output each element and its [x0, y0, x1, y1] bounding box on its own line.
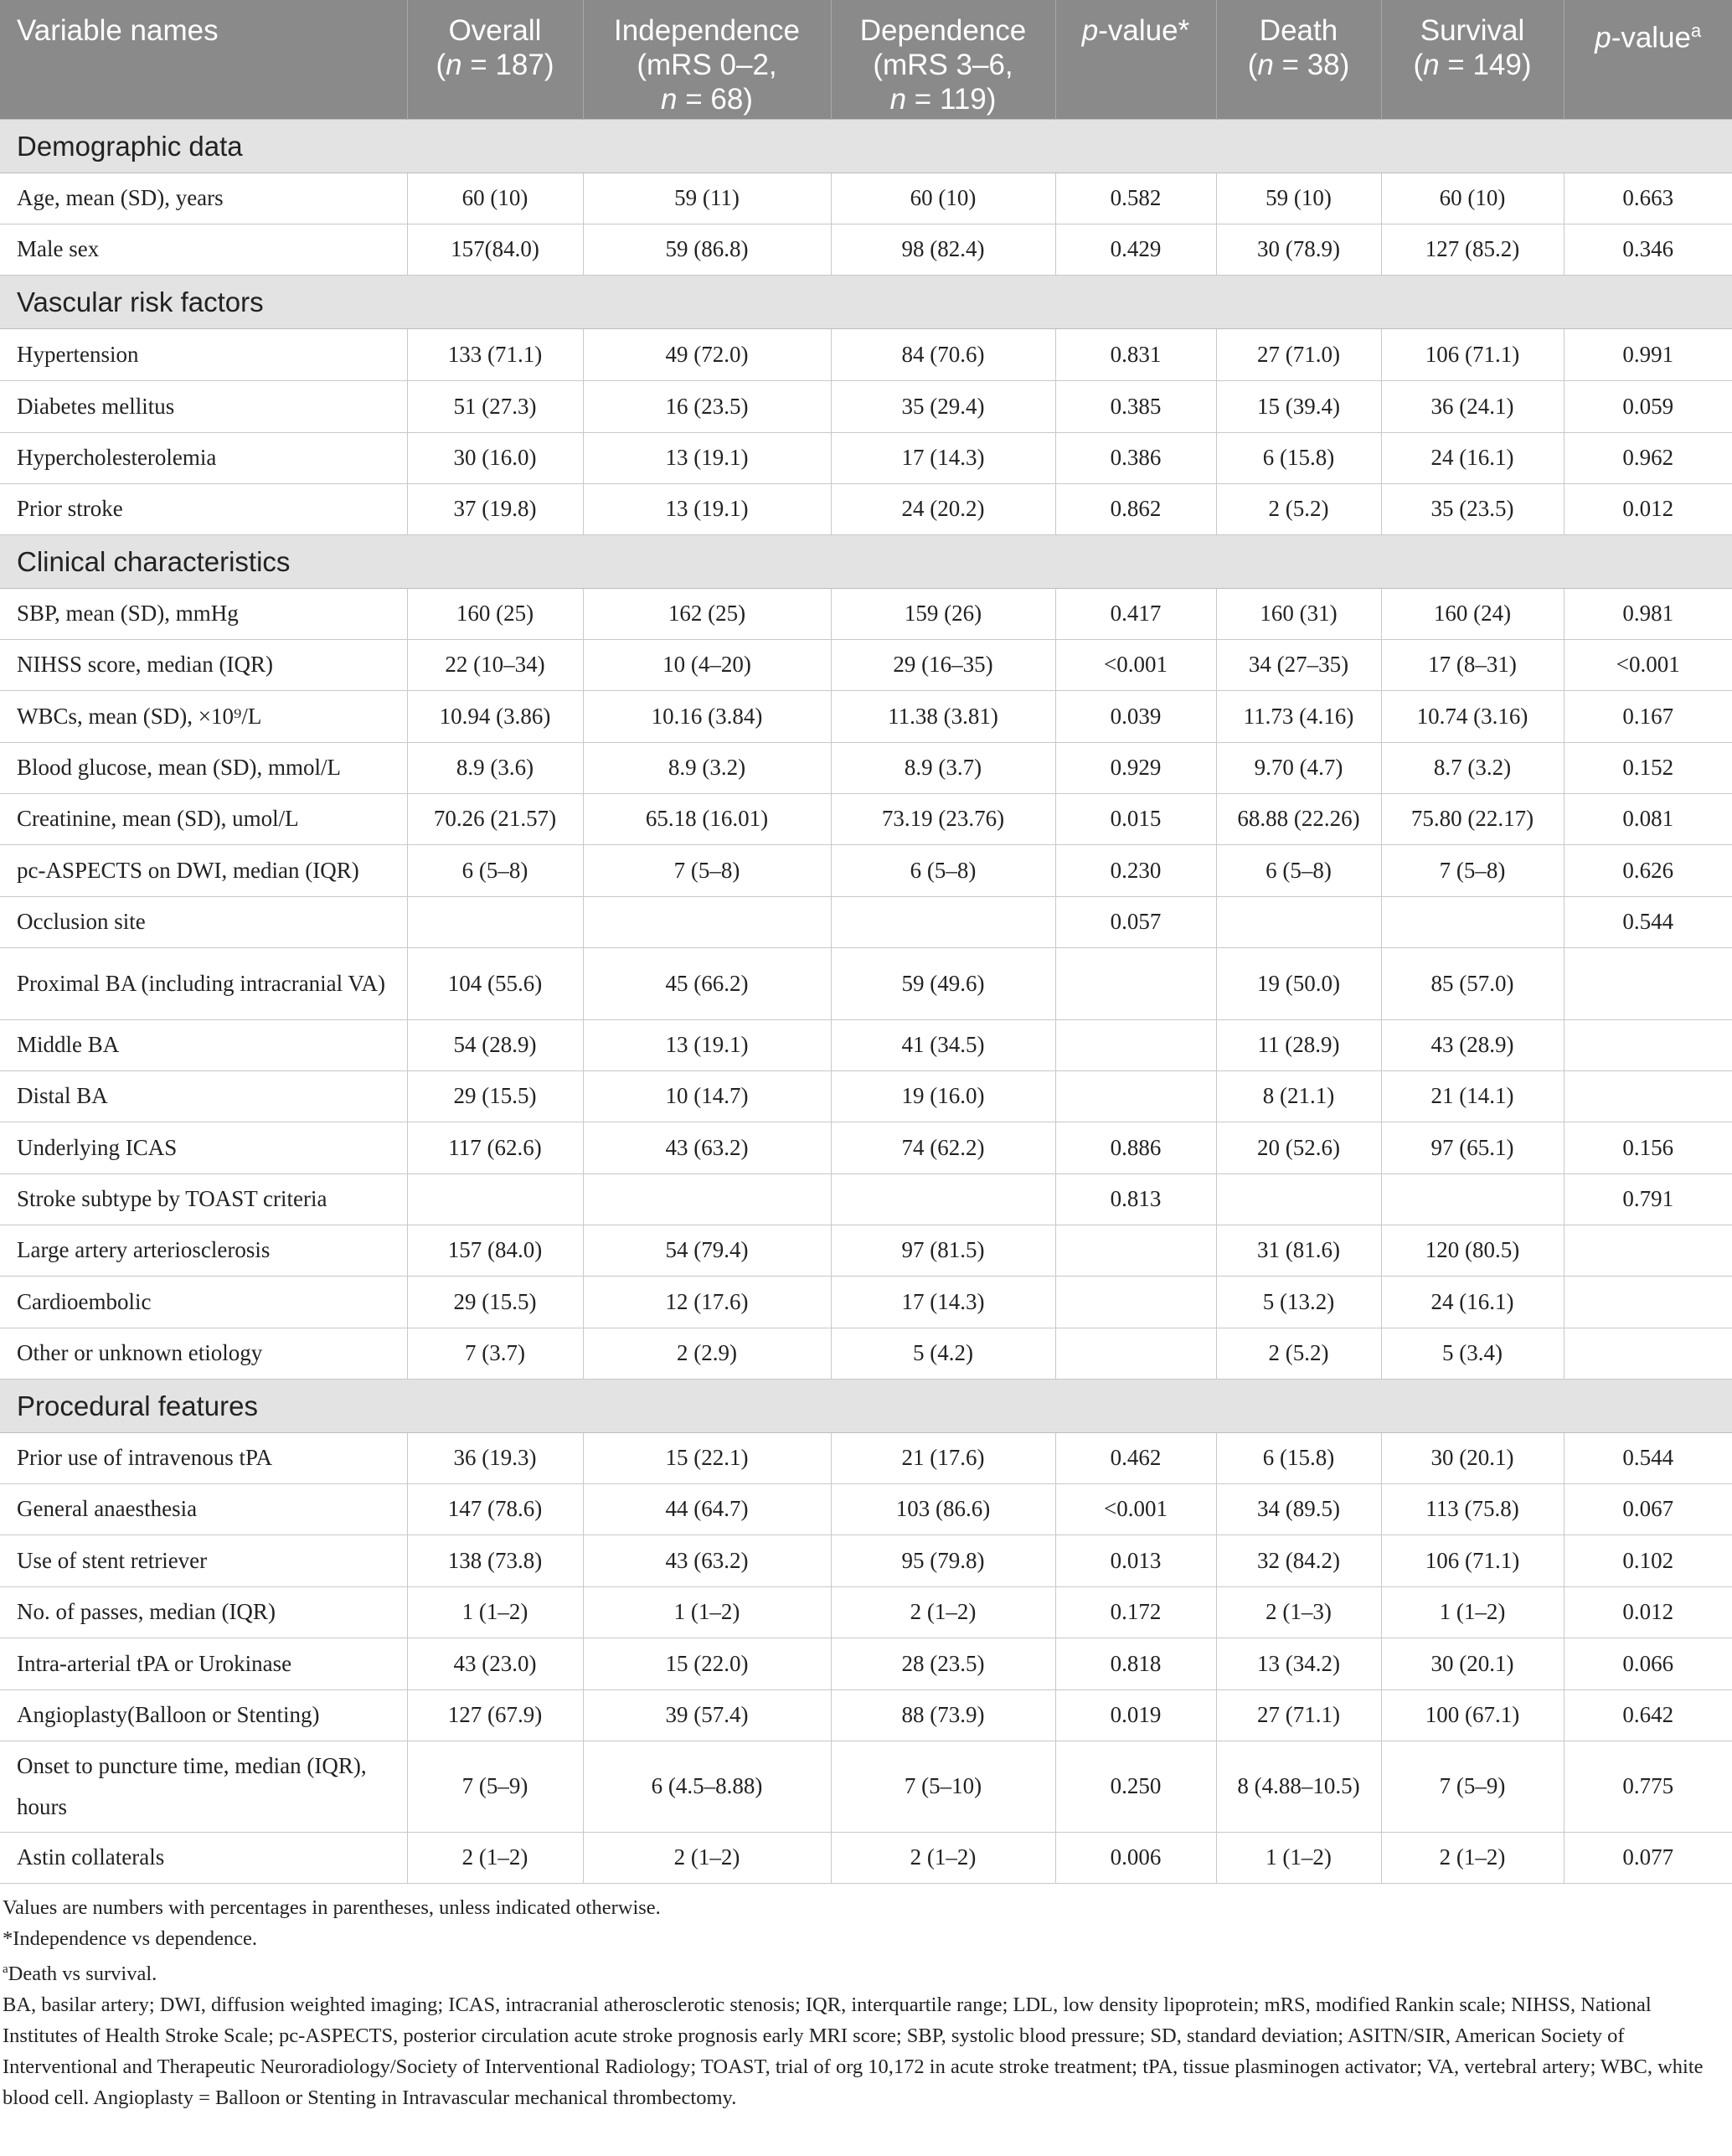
cell-overall: 29 (15.5) [407, 1070, 583, 1122]
section-row [0, 534, 1732, 588]
cell-p-value-death [1564, 1019, 1732, 1070]
cell-p-value-independence: 0.039 [1055, 690, 1216, 742]
cell-independence: 16 (23.5) [583, 380, 831, 432]
cell-death: 15 (39.4) [1216, 380, 1381, 432]
cell-overall: 1 (1–2) [407, 1586, 583, 1638]
cell-independence: 59 (86.8) [583, 224, 831, 275]
row-label: Distal BA [0, 1070, 407, 1122]
cell-p-value-independence: 0.013 [1055, 1534, 1216, 1586]
cell-survival: 160 (24) [1381, 588, 1564, 639]
cell-p-value-independence: 0.462 [1055, 1432, 1216, 1483]
cell-p-value-independence: 0.019 [1055, 1689, 1216, 1741]
table-row [0, 588, 1732, 639]
cell-p-value-death: 0.642 [1564, 1689, 1732, 1741]
footnote-abbreviations: BA, basilar artery; DWI, diffusion weighted imaging; ICAS, intracranial atherosclerotic stenosis; IQR, interquartile range; LDL, low density lipoprotein; mRS, modified Rankin scale; NIHSS, National Institutes of Health Stroke Scale; pc-ASPECTS, posterior circulation acute stroke prognosis early MRI score; SBP, systolic blood pressure; SD, standard deviation; ASITN/SIR, American Society of Interventional and Therapeutic Neuroradiology/Society of Interventional Radiology; TOAST, trial of org 10,172 in acute stroke treatment; tPA, tissue plasminogen activator; VA, vertebral artery; WBC, white blood cell. Angioplasty = Balloon or Stenting in Intravascular mechanical thrombectomy. [3, 1993, 1704, 2109]
cell-independence: 7 (5–8) [583, 844, 831, 896]
cell-p-value-death: 0.791 [1564, 1173, 1732, 1225]
cell-p-value-independence: 0.818 [1055, 1638, 1216, 1689]
cell-independence: 10 (14.7) [583, 1070, 831, 1122]
cell-independence: 10 (4–20) [583, 639, 831, 690]
row-label: SBP, mean (SD), mmHg [0, 588, 407, 639]
row-label: Blood glucose, mean (SD), mmol/L [0, 742, 407, 793]
cell-dependence: 19 (16.0) [831, 1070, 1055, 1122]
row-label: Hypertension [0, 328, 407, 380]
cell-p-value-independence: 0.006 [1055, 1832, 1216, 1883]
row-label: Underlying ICAS [0, 1122, 407, 1173]
cell-survival: 97 (65.1) [1381, 1122, 1564, 1173]
cell-p-value-independence: 0.886 [1055, 1122, 1216, 1173]
cell-death: 8 (21.1) [1216, 1070, 1381, 1122]
row-label: Age, mean (SD), years [0, 173, 407, 224]
cell-independence: 44 (64.7) [583, 1483, 831, 1534]
table-row [0, 1432, 1732, 1483]
cell-survival: 60 (10) [1381, 173, 1564, 224]
table-body [0, 119, 1732, 1883]
cell-p-value-death: 0.012 [1564, 1586, 1732, 1638]
table-row [0, 328, 1732, 380]
table-row [0, 1741, 1732, 1832]
cell-survival: 7 (5–8) [1381, 844, 1564, 896]
row-label: Proximal BA (including intracranial VA) [0, 947, 407, 1019]
table-row [0, 1832, 1732, 1883]
cell-survival: 127 (85.2) [1381, 224, 1564, 275]
cell-p-value-death: 0.067 [1564, 1483, 1732, 1534]
cell-overall: 138 (73.8) [407, 1534, 583, 1586]
cell-p-value-death: 0.991 [1564, 328, 1732, 380]
cell-dependence: 103 (86.6) [831, 1483, 1055, 1534]
cell-overall: 2 (1–2) [407, 1832, 583, 1883]
cell-overall: 60 (10) [407, 173, 583, 224]
table-header [0, 0, 1732, 119]
cell-overall: 8.9 (3.6) [407, 742, 583, 793]
cell-p-value-independence: <0.001 [1055, 639, 1216, 690]
cell-independence: 59 (11) [583, 173, 831, 224]
cell-death: 6 (15.8) [1216, 432, 1381, 483]
section-row [0, 1379, 1732, 1432]
cell-p-value-independence: 0.831 [1055, 328, 1216, 380]
table-row [0, 1019, 1732, 1070]
cell-overall: 43 (23.0) [407, 1638, 583, 1689]
cell-overall: 7 (3.7) [407, 1328, 583, 1379]
cell-survival [1381, 1173, 1564, 1225]
cell-dependence: 11.38 (3.81) [831, 690, 1055, 742]
cell-overall: 6 (5–8) [407, 844, 583, 896]
cell-p-value-death: 0.059 [1564, 380, 1732, 432]
row-label: Stroke subtype by TOAST criteria [0, 1173, 407, 1225]
cell-independence: 13 (19.1) [583, 432, 831, 483]
cell-dependence: 17 (14.3) [831, 432, 1055, 483]
row-label: NIHSS score, median (IQR) [0, 639, 407, 690]
cell-overall: 30 (16.0) [407, 432, 583, 483]
cell-overall: 36 (19.3) [407, 1432, 583, 1483]
table-row [0, 1225, 1732, 1276]
cell-p-value-death: 0.102 [1564, 1534, 1732, 1586]
cell-dependence: 29 (16–35) [831, 639, 1055, 690]
row-label: Middle BA [0, 1019, 407, 1070]
cell-death: 9.70 (4.7) [1216, 742, 1381, 793]
header-p-value-independence: p-value* [1055, 0, 1216, 119]
cell-survival: 10.74 (3.16) [1381, 690, 1564, 742]
table-row [0, 380, 1732, 432]
table-row [0, 1328, 1732, 1379]
cell-p-value-independence: 0.386 [1055, 432, 1216, 483]
cell-p-value-death [1564, 947, 1732, 1019]
cell-overall: 133 (71.1) [407, 328, 583, 380]
cell-independence: 8.9 (3.2) [583, 742, 831, 793]
cell-independence: 13 (19.1) [583, 483, 831, 534]
row-label: Occlusion site [0, 896, 407, 947]
cell-dependence: 8.9 (3.7) [831, 742, 1055, 793]
row-label: Hypercholesterolemia [0, 432, 407, 483]
cell-independence: 43 (63.2) [583, 1122, 831, 1173]
cell-dependence: 17 (14.3) [831, 1276, 1055, 1328]
cell-p-value-independence: 0.057 [1055, 896, 1216, 947]
cell-p-value-death [1564, 1276, 1732, 1328]
footnote-a: $^a$Death vs survival. [3, 1962, 157, 1985]
footnote-star: *Independence vs dependence. [3, 1926, 258, 1950]
table-row [0, 1534, 1732, 1586]
table-row [0, 224, 1732, 275]
table-row [0, 1070, 1732, 1122]
cell-survival: 120 (80.5) [1381, 1225, 1564, 1276]
cell-overall: 51 (27.3) [407, 380, 583, 432]
cell-overall [407, 1173, 583, 1225]
cell-overall [407, 896, 583, 947]
cell-overall: 117 (62.6) [407, 1122, 583, 1173]
cell-p-value-independence: 0.582 [1055, 173, 1216, 224]
cell-p-value-death: 0.544 [1564, 896, 1732, 947]
row-label: Intra-arterial tPA or Urokinase [0, 1638, 407, 1689]
cell-death: 34 (27–35) [1216, 639, 1381, 690]
cell-dependence: 35 (29.4) [831, 380, 1055, 432]
row-label: Large artery arteriosclerosis [0, 1225, 407, 1276]
cell-p-value-independence: 0.417 [1055, 588, 1216, 639]
cell-independence: 162 (25) [583, 588, 831, 639]
cell-p-value-death: 0.081 [1564, 793, 1732, 844]
cell-independence: 49 (72.0) [583, 328, 831, 380]
cell-dependence: 59 (49.6) [831, 947, 1055, 1019]
cell-p-value-death: 0.077 [1564, 1832, 1732, 1883]
cell-independence: 43 (63.2) [583, 1534, 831, 1586]
cell-death: 31 (81.6) [1216, 1225, 1381, 1276]
cell-dependence: 41 (34.5) [831, 1019, 1055, 1070]
cell-independence: 65.18 (16.01) [583, 793, 831, 844]
table-row [0, 483, 1732, 534]
cell-survival: 36 (24.1) [1381, 380, 1564, 432]
table-row [0, 1122, 1732, 1173]
cell-independence: 15 (22.0) [583, 1638, 831, 1689]
cell-death: 8 (4.88–10.5) [1216, 1741, 1381, 1832]
table-row [0, 1276, 1732, 1328]
cell-death [1216, 1173, 1381, 1225]
cell-independence: 1 (1–2) [583, 1586, 831, 1638]
cell-survival: 75.80 (22.17) [1381, 793, 1564, 844]
cell-overall: 160 (25) [407, 588, 583, 639]
cell-overall: 22 (10–34) [407, 639, 583, 690]
footnote-values: Values are numbers with percentages in parentheses, unless indicated otherwise. [3, 1896, 661, 1919]
cell-dependence: 97 (81.5) [831, 1225, 1055, 1276]
section-row [0, 275, 1732, 328]
cell-overall: 104 (55.6) [407, 947, 583, 1019]
table-row [0, 639, 1732, 690]
row-label: Use of stent retriever [0, 1534, 407, 1586]
cell-p-value-death: 0.156 [1564, 1122, 1732, 1173]
cell-death: 6 (15.8) [1216, 1432, 1381, 1483]
row-label: Diabetes mellitus [0, 380, 407, 432]
cell-dependence: 21 (17.6) [831, 1432, 1055, 1483]
cell-p-value-death: 0.346 [1564, 224, 1732, 275]
cell-independence: 39 (57.4) [583, 1689, 831, 1741]
table-row [0, 793, 1732, 844]
table-row [0, 896, 1732, 947]
cell-independence: 10.16 (3.84) [583, 690, 831, 742]
cell-independence: 6 (4.5–8.88) [583, 1741, 831, 1832]
cell-p-value-independence [1055, 1070, 1216, 1122]
table-row [0, 690, 1732, 742]
cell-survival: 17 (8–31) [1381, 639, 1564, 690]
cell-independence: 54 (79.4) [583, 1225, 831, 1276]
cell-independence: 12 (17.6) [583, 1276, 831, 1328]
cell-independence: 2 (1–2) [583, 1832, 831, 1883]
cell-p-value-death: 0.066 [1564, 1638, 1732, 1689]
table-row [0, 1173, 1732, 1225]
cell-survival: 8.7 (3.2) [1381, 742, 1564, 793]
cell-survival: 106 (71.1) [1381, 328, 1564, 380]
row-label: Onset to puncture time, median (IQR), hours [0, 1741, 407, 1832]
cell-overall: 54 (28.9) [407, 1019, 583, 1070]
cell-overall: 10.94 (3.86) [407, 690, 583, 742]
cell-death: 13 (34.2) [1216, 1638, 1381, 1689]
cell-survival: 30 (20.1) [1381, 1638, 1564, 1689]
cell-death: 2 (5.2) [1216, 483, 1381, 534]
cell-overall: 157 (84.0) [407, 1225, 583, 1276]
cell-death: 2 (5.2) [1216, 1328, 1381, 1379]
cell-independence: 15 (22.1) [583, 1432, 831, 1483]
cell-death: 59 (10) [1216, 173, 1381, 224]
cell-survival: 35 (23.5) [1381, 483, 1564, 534]
cell-death: 2 (1–3) [1216, 1586, 1381, 1638]
cell-death: 32 (84.2) [1216, 1534, 1381, 1586]
cell-death: 27 (71.1) [1216, 1689, 1381, 1741]
cell-dependence: 74 (62.2) [831, 1122, 1055, 1173]
cell-p-value-death: 0.167 [1564, 690, 1732, 742]
cell-death: 27 (71.0) [1216, 328, 1381, 380]
table-footnotes [3, 1884, 1728, 2113]
cell-independence: 13 (19.1) [583, 1019, 831, 1070]
cell-overall: 127 (67.9) [407, 1689, 583, 1741]
row-label: Astin collaterals [0, 1832, 407, 1883]
cell-survival: 1 (1–2) [1381, 1586, 1564, 1638]
cell-p-value-independence: 0.172 [1055, 1586, 1216, 1638]
table-row [0, 947, 1732, 1019]
cell-dependence: 28 (23.5) [831, 1638, 1055, 1689]
cell-p-value-independence [1055, 1328, 1216, 1379]
cell-survival [1381, 896, 1564, 947]
cell-dependence: 5 (4.2) [831, 1328, 1055, 1379]
cell-independence [583, 1173, 831, 1225]
cell-dependence: 6 (5–8) [831, 844, 1055, 896]
cell-p-value-death: 0.981 [1564, 588, 1732, 639]
cell-p-value-independence: 0.230 [1055, 844, 1216, 896]
cell-p-value-independence: 0.862 [1055, 483, 1216, 534]
cell-p-value-independence [1055, 947, 1216, 1019]
cell-independence: 45 (66.2) [583, 947, 831, 1019]
cell-dependence: 84 (70.6) [831, 328, 1055, 380]
cell-p-value-death: <0.001 [1564, 639, 1732, 690]
table-row [0, 1638, 1732, 1689]
cell-survival: 106 (71.1) [1381, 1534, 1564, 1586]
cell-death: 30 (78.9) [1216, 224, 1381, 275]
row-label: General anaesthesia [0, 1483, 407, 1534]
cell-overall: 147 (78.6) [407, 1483, 583, 1534]
header-p-value-death: p-value$^a$ [1564, 0, 1732, 119]
header-dependence: Dependence (mRS 3–6, n = 119) [831, 0, 1055, 119]
section-demographic: Demographic data [0, 119, 1732, 173]
table-row [0, 1483, 1732, 1534]
cell-dependence: 73.19 (23.76) [831, 793, 1055, 844]
table-row [0, 844, 1732, 896]
cell-overall: 70.26 (21.57) [407, 793, 583, 844]
cell-death: 160 (31) [1216, 588, 1381, 639]
row-label: Angioplasty(Balloon or Stenting) [0, 1689, 407, 1741]
cell-dependence: 159 (26) [831, 588, 1055, 639]
row-label: Creatinine, mean (SD), umol/L [0, 793, 407, 844]
cell-p-value-death: 0.663 [1564, 173, 1732, 224]
cell-p-value-death [1564, 1225, 1732, 1276]
cell-independence [583, 896, 831, 947]
cell-p-value-independence: 0.250 [1055, 1741, 1216, 1832]
cell-death: 20 (52.6) [1216, 1122, 1381, 1173]
cell-death: 11.73 (4.16) [1216, 690, 1381, 742]
cell-survival: 2 (1–2) [1381, 1832, 1564, 1883]
cell-p-value-independence: 0.015 [1055, 793, 1216, 844]
cell-p-value-independence: 0.929 [1055, 742, 1216, 793]
cell-death: 6 (5–8) [1216, 844, 1381, 896]
row-label: Prior stroke [0, 483, 407, 534]
cell-p-value-death: 0.012 [1564, 483, 1732, 534]
cell-dependence: 2 (1–2) [831, 1586, 1055, 1638]
cell-overall: 37 (19.8) [407, 483, 583, 534]
table-row [0, 1689, 1732, 1741]
cell-p-value-death: 0.775 [1564, 1741, 1732, 1832]
cell-dependence: 24 (20.2) [831, 483, 1055, 534]
cell-p-value-independence: <0.001 [1055, 1483, 1216, 1534]
cell-p-value-death: 0.626 [1564, 844, 1732, 896]
section-row [0, 119, 1732, 173]
cell-overall: 157(84.0) [407, 224, 583, 275]
cell-dependence: 98 (82.4) [831, 224, 1055, 275]
cell-survival: 30 (20.1) [1381, 1432, 1564, 1483]
cell-p-value-death: 0.544 [1564, 1432, 1732, 1483]
section-vascular: Vascular risk factors [0, 275, 1732, 328]
cell-survival: 85 (57.0) [1381, 947, 1564, 1019]
header-survival: Survival (n = 149) [1381, 0, 1564, 119]
header-overall: Overall (n = 187) [407, 0, 583, 119]
cell-survival: 5 (3.4) [1381, 1328, 1564, 1379]
cell-dependence: 7 (5–10) [831, 1741, 1055, 1832]
header-variable-names: Variable names [0, 0, 407, 119]
cell-dependence [831, 896, 1055, 947]
cell-dependence: 60 (10) [831, 173, 1055, 224]
cell-p-value-independence [1055, 1019, 1216, 1070]
cell-death: 11 (28.9) [1216, 1019, 1381, 1070]
cell-p-value-independence: 0.429 [1055, 224, 1216, 275]
cell-survival: 100 (67.1) [1381, 1689, 1564, 1741]
cell-p-value-death: 0.962 [1564, 432, 1732, 483]
row-label: No. of passes, median (IQR) [0, 1586, 407, 1638]
cell-death: 19 (50.0) [1216, 947, 1381, 1019]
section-clinical: Clinical characteristics [0, 534, 1732, 588]
cell-p-value-independence [1055, 1225, 1216, 1276]
cell-survival: 24 (16.1) [1381, 432, 1564, 483]
cell-overall: 7 (5–9) [407, 1741, 583, 1832]
cell-dependence [831, 1173, 1055, 1225]
cell-death: 34 (89.5) [1216, 1483, 1381, 1534]
cell-dependence: 88 (73.9) [831, 1689, 1055, 1741]
cell-survival: 24 (16.1) [1381, 1276, 1564, 1328]
cell-p-value-independence: 0.813 [1055, 1173, 1216, 1225]
cell-death [1216, 896, 1381, 947]
cell-p-value-independence [1055, 1276, 1216, 1328]
section-procedural: Procedural features [0, 1379, 1732, 1432]
header-independence: Independence (mRS 0–2, n = 68) [583, 0, 831, 119]
table-row [0, 742, 1732, 793]
table-row [0, 432, 1732, 483]
row-label: Male sex [0, 224, 407, 275]
row-label: Other or unknown etiology [0, 1328, 407, 1379]
row-label: WBCs, mean (SD), ×10⁹/L [0, 690, 407, 742]
cell-dependence: 2 (1–2) [831, 1832, 1055, 1883]
table-row [0, 173, 1732, 224]
cell-death: 68.88 (22.26) [1216, 793, 1381, 844]
cell-death: 5 (13.2) [1216, 1276, 1381, 1328]
row-label: Prior use of intravenous tPA [0, 1432, 407, 1483]
cell-overall: 29 (15.5) [407, 1276, 583, 1328]
cell-dependence: 95 (79.8) [831, 1534, 1055, 1586]
cell-death: 1 (1–2) [1216, 1832, 1381, 1883]
cell-p-value-death [1564, 1070, 1732, 1122]
cell-p-value-death: 0.152 [1564, 742, 1732, 793]
cell-survival: 43 (28.9) [1381, 1019, 1564, 1070]
cell-survival: 21 (14.1) [1381, 1070, 1564, 1122]
cell-p-value-independence: 0.385 [1055, 380, 1216, 432]
cell-survival: 113 (75.8) [1381, 1483, 1564, 1534]
header-death: Death (n = 38) [1216, 0, 1381, 119]
cell-independence: 2 (2.9) [583, 1328, 831, 1379]
table-row [0, 1586, 1732, 1638]
row-label: Cardioembolic [0, 1276, 407, 1328]
cell-survival: 7 (5–9) [1381, 1741, 1564, 1832]
cell-p-value-death [1564, 1328, 1732, 1379]
row-label: pc-ASPECTS on DWI, median (IQR) [0, 844, 407, 896]
